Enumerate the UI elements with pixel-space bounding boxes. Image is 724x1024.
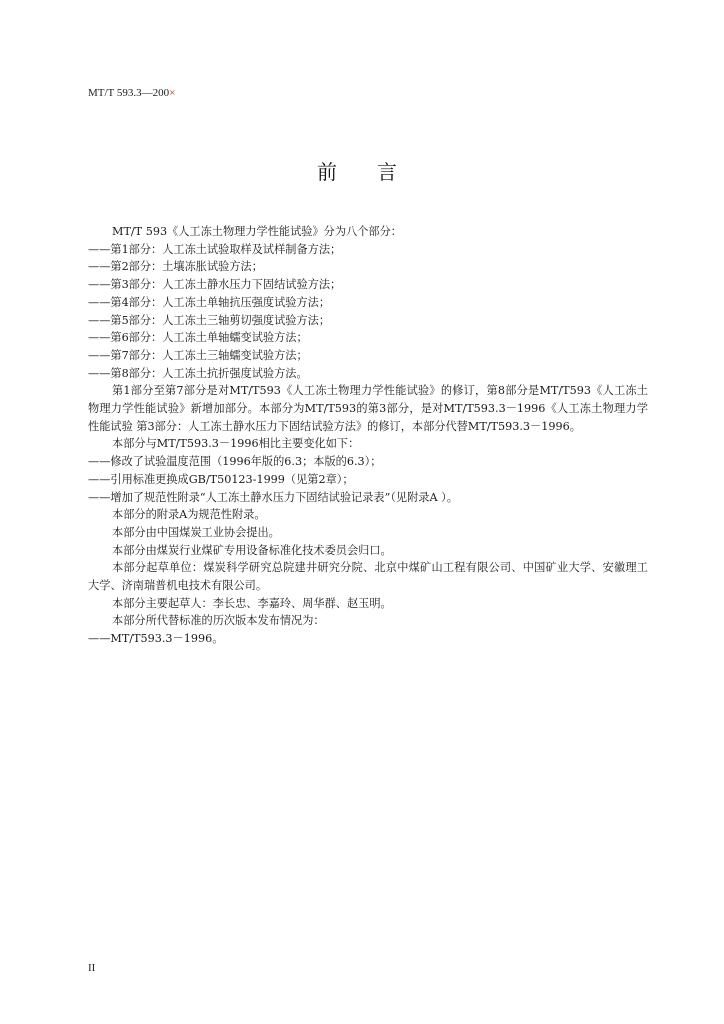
revision-paragraph: 第1部分至第7部分是对MT/T593《人工冻土物理力学性能试验》的修订，第8部分是MT/T593《人工冻土物理力学性能试验》新增加部分。本部分为MT/T593的第3部分，是对MT/T593.3－1996《人工冻土物理力学性能试验 第3部分：人工冻土静水压力下固结试验方法》的修订，本部分代替MT/T593.3－1996。 <box>88 384 648 433</box>
part-list-item: ——第2部分：土壤冻胀试验方法； <box>88 260 263 274</box>
change-list-item: ——引用标准更换成GB/T50123-1999（见第2章）； <box>88 472 354 486</box>
changes-intro: 本部分与MT/T593.3－1996相比主要变化如下： <box>112 437 360 451</box>
intro-paragraph: MT/T 593《人工冻土物理力学性能试验》分为八个部分： <box>112 225 402 238</box>
drafters: 本部分主要起草人：李长忠、李嘉玲、周华群、赵玉明。 <box>112 596 392 610</box>
history-intro: 本部分所代替标准的历次版本发布情况为： <box>112 614 325 628</box>
change-list-item: ——修改了试验温度范围（1996年版的6.3；本版的6.3）； <box>88 455 382 469</box>
part-list-item: ——第3部分：人工冻土静水压力下固结试验方法； <box>88 278 342 292</box>
proposed-by: 本部分由中国煤炭工业协会提出。 <box>112 525 280 539</box>
annex-note: 本部分的附录A为规范性附录。 <box>112 508 266 522</box>
drafting-units: 本部分起草单位：煤炭科学研究总院建井研究分院、北京中煤矿山工程有限公司、中国矿业大学、安徽理工大学、济南瑞普机电技术有限公司。 <box>88 561 648 593</box>
document-header <box>88 87 175 99</box>
page-title: 前言 <box>317 160 437 184</box>
part-list-item: ——第7部分：人工冻土三轴蠕变试验方法； <box>88 348 308 362</box>
foreword-body <box>88 223 648 648</box>
managed-by: 本部分由煤炭行业煤矿专用设备标准化技术委员会归口。 <box>112 543 392 557</box>
part-list-item: ——第6部分：人工冻土单轴蠕变试验方法； <box>88 331 308 345</box>
part-list-item: ——第1部分：人工冻土试验取样及试样制备方法； <box>88 242 342 256</box>
year-placeholder-mark: × <box>169 87 176 99</box>
history-list-item: ——MT/T593.3－1996。 <box>88 632 224 646</box>
part-list-item: ——第4部分：人工冻土单轴抗压强度试验方法； <box>88 295 331 309</box>
change-list-item: ——增加了规范性附录“人工冻土静水压力下固结试验记录表”（见附录A ）。 <box>88 490 458 504</box>
part-list-item: ——第5部分：人工冻土三轴剪切强度试验方法； <box>88 313 331 327</box>
standard-code: MT/T 593.3—200 <box>88 87 170 99</box>
part-list-item: ——第8部分：人工冻土抗折强度试验方法。 <box>88 366 308 380</box>
page-number: II <box>88 962 96 974</box>
